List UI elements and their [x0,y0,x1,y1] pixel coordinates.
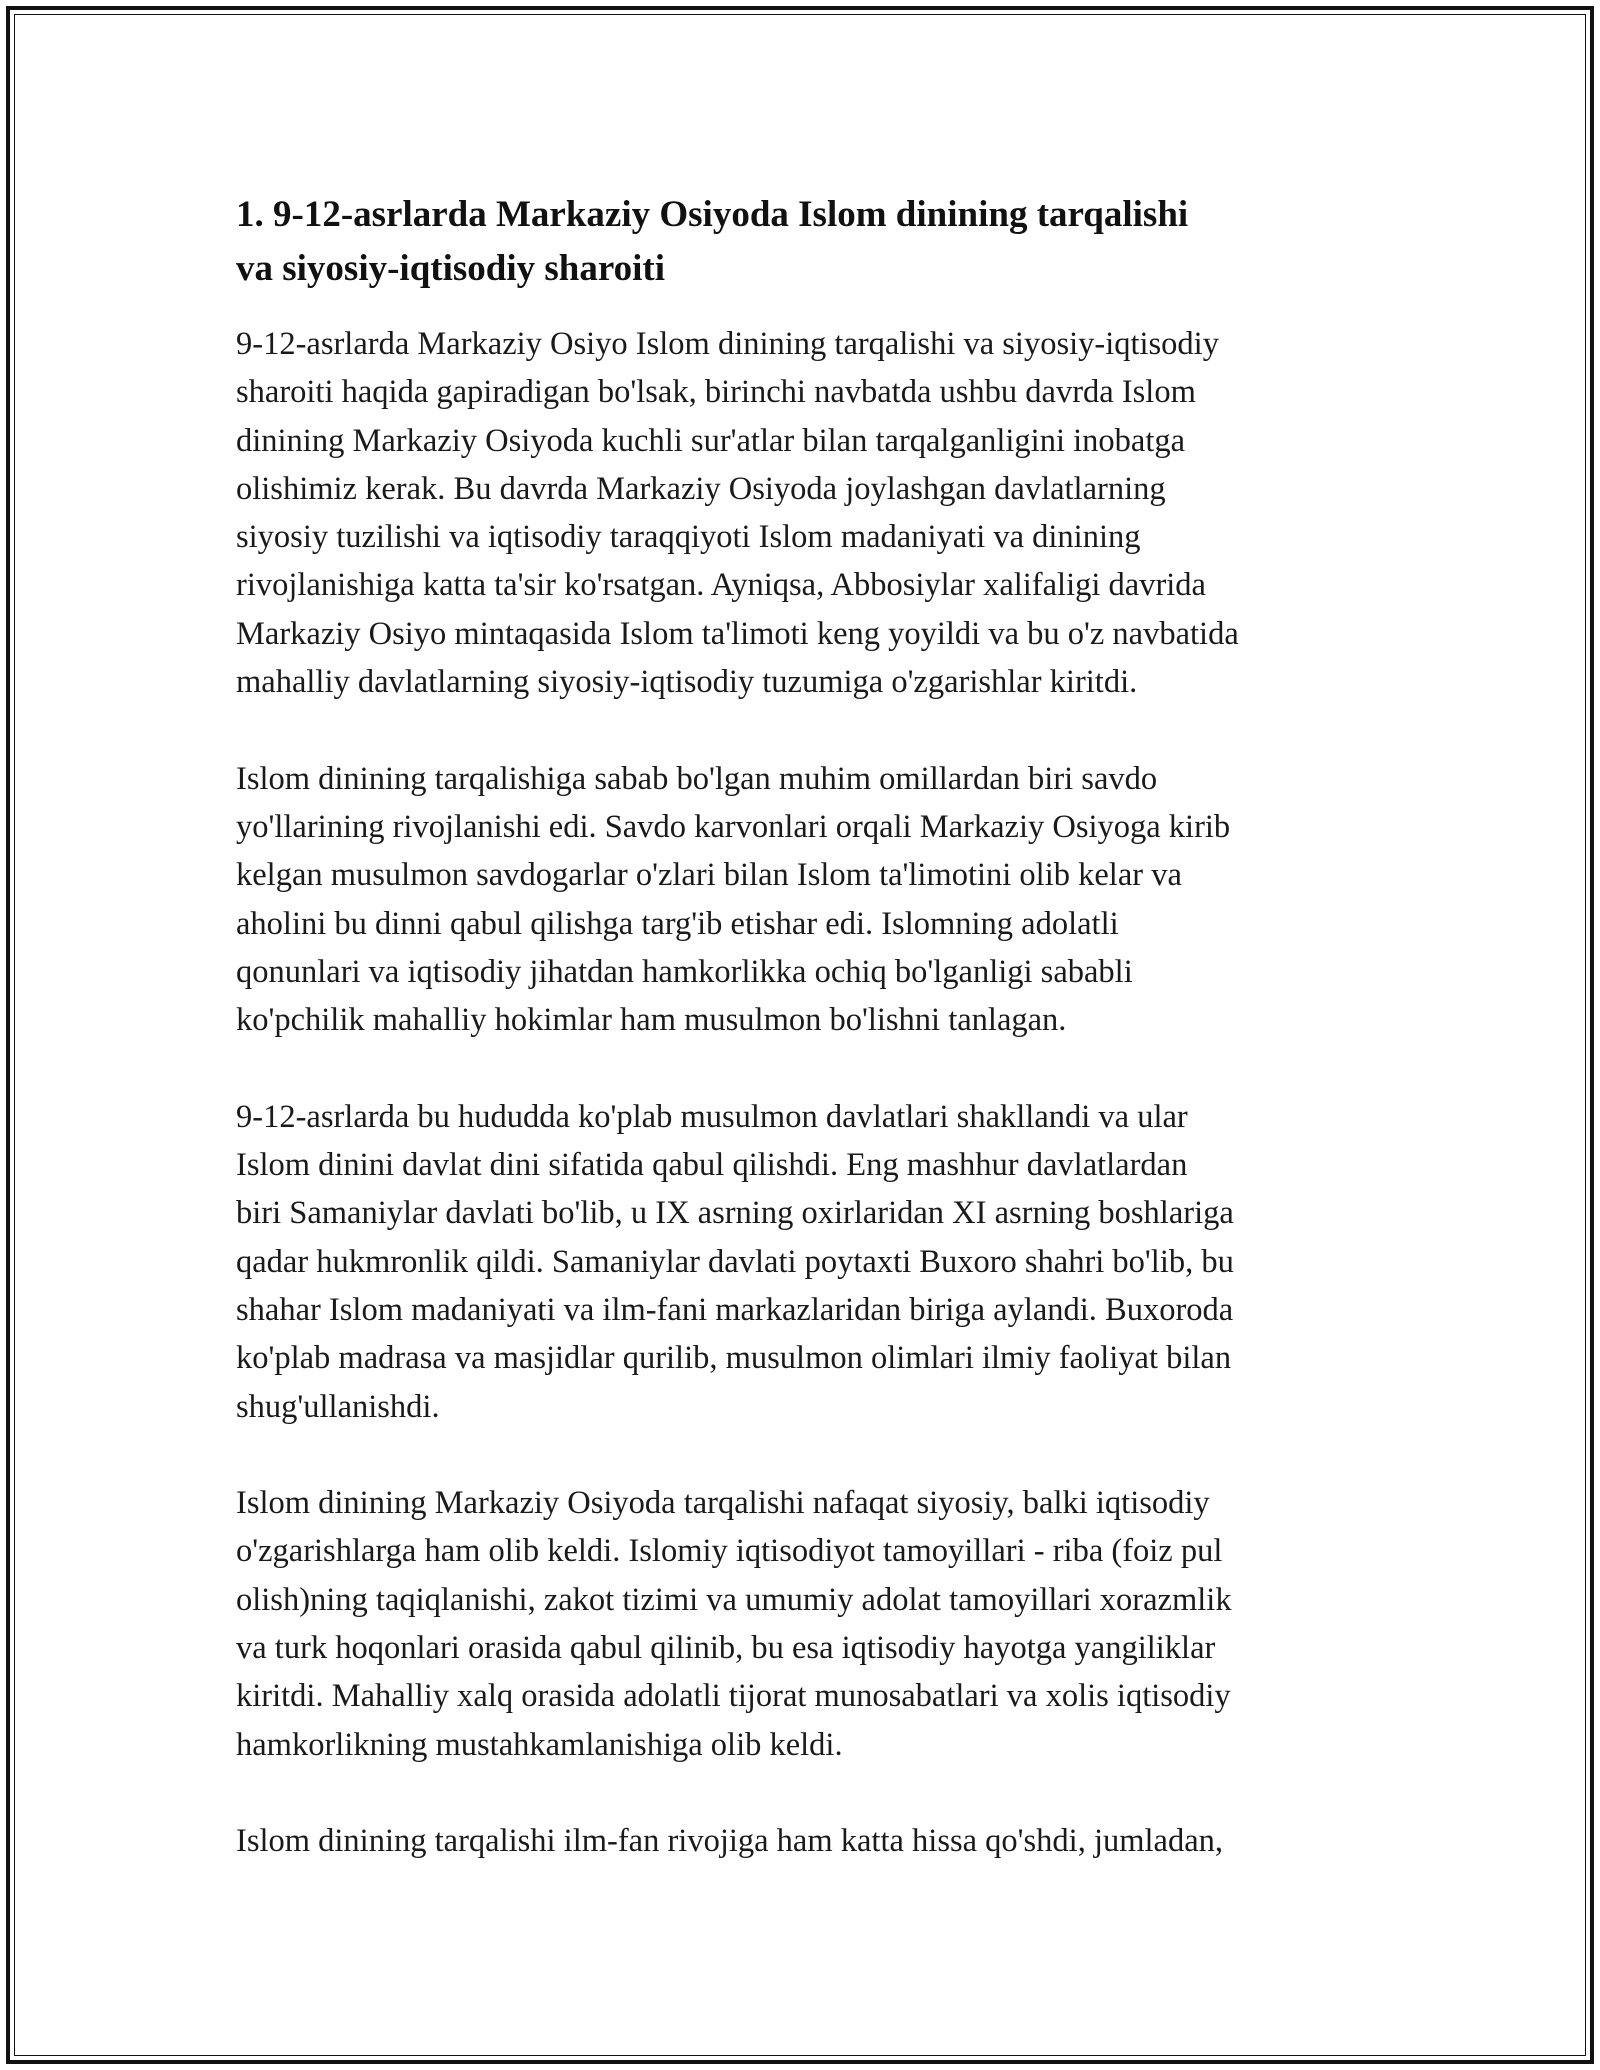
paragraph-4 [236,1479,1406,1769]
text-line: yo'llarining rivojlanishi edi. Savdo karvonlari orqali Markaziy Osiyoga kirib [236,808,1231,845]
text-line: mahalliy davlatlarning siyosiy-iqtisodiy tuzumiga o'zgarishlar kiritdi. [236,664,1138,701]
paragraph-3 [236,1093,1406,1431]
text-line: olish)ning taqiqlanishi, zakot tizimi va umumiy adolat tamoyillari xorazmlik [236,1581,1232,1618]
text-line: Islom dinining tarqalishiga sabab bo'lgan muhim omillardan biri savdo [236,760,1158,797]
section-heading [236,188,1406,296]
text-line: Islom dinini davlat dini sifatida qabul qilishdi. Eng mashhur davlatlardan [236,1147,1188,1184]
text-line: qadar hukmronlik qildi. Samaniylar davlati poytaxti Buxoro shahri bo'lib, bu [236,1243,1234,1280]
text-line: 9-12-asrlarda bu hududda ko'plab musulmon davlatlari shakllandi va ular [236,1098,1188,1135]
text-line: aholini bu dinni qabul qilishga targ'ib etishar edi. Islomning adolatli [236,905,1119,942]
text-line: biri Samaniylar davlati bo'lib, u IX asrning oxirlaridan XI asrning boshlariga [236,1195,1234,1232]
text-line: 9-12-asrlarda Markaziy Osiyo Islom dinining tarqalishi va siyosiy-iqtisodiy [236,326,1219,362]
text-line: kelgan musulmon savdogarlar o'zlari bilan Islom ta'limotini olib kelar va [236,857,1182,894]
text-line: shahar Islom madaniyati va ilm-fani markazlaridan biriga aylandi. Buxoroda [236,1291,1234,1328]
heading-line: va siyosiy-iqtisodiy sharoiti [236,248,666,289]
text-line: ko'plab madrasa va masjidlar qurilib, musulmon olimlari ilmiy faoliyat bilan [236,1340,1232,1377]
text-line: dinining Markaziy Osiyoda kuchli sur'atlar bilan tarqalganligini inobatga [236,422,1186,459]
text-line: olishimiz kerak. Bu davrda Markaziy Osiyoda joylashgan davlatlarning [236,470,1166,507]
text-line: rivojlanishiga katta ta'sir ko'rsatgan. Ayniqsa, Abbosiylar xalifaligi davrida [236,567,1206,604]
text-line: siyosiy tuzilishi va iqtisodiy taraqqiyoti Islom madaniyati va dinining [236,519,1141,556]
paragraph-2 [236,755,1406,1045]
text-line: o'zgarishlarga ham olib keldi. Islomiy iqtisodiyot tamoyillari - riba (foiz pul [236,1533,1223,1570]
text-line: shug'ullanishdi. [236,1388,440,1425]
text-line: ko'pchilik mahalliy hokimlar ham musulmon bo'lishni tanlagan. [236,1002,1067,1039]
text-line: qonunlari va iqtisodiy jihatdan hamkorlikka ochiq bo'lganligi sababli [236,953,1133,990]
text-line: Islom dinining Markaziy Osiyoda tarqalishi nafaqat siyosiy, balki iqtisodiy [236,1485,1210,1522]
text-line: va turk hoqonlari orasida qabul qilinib, bu esa iqtisodiy hayotga yangiliklar [236,1630,1216,1667]
paragraph-5 [236,1817,1406,1865]
text-line: Islom dinining tarqalishi ilm-fan rivojiga ham katta hissa qo'shdi, jumladan, [236,1823,1224,1860]
text-line: hamkorlikning mustahkamlanishiga olib keldi. [236,1726,843,1763]
document-body [236,188,1406,1914]
heading-line: 1. 9-12-asrlarda Markaziy Osiyoda Islom dinining tarqalishi [236,194,1189,235]
text-line: sharoiti haqida gapiradigan bo'lsak, birinchi navbatda ushbu davrda Islom [236,374,1196,411]
text-line: kiritdi. Mahalliy xalq orasida adolatli tijorat munosabatlari va xolis iqtisodiy [236,1678,1231,1715]
text-line: Markaziy Osiyo mintaqasida Islom ta'limoti keng yoyildi va bu o'z navbatida [236,615,1239,652]
paragraph-1 [236,320,1406,706]
